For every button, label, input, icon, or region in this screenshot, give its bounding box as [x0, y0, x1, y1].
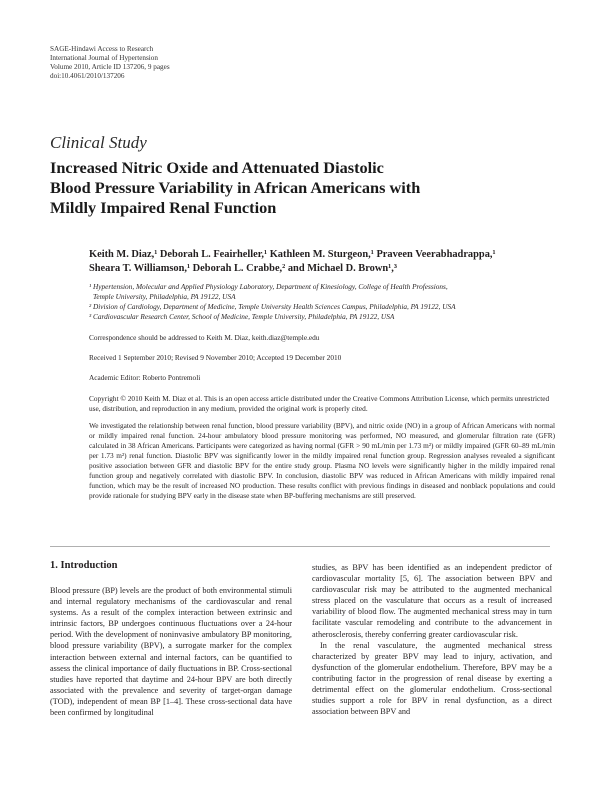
publication-info: [50, 45, 170, 81]
correspondence: Correspondence should be addressed to Keith M. Diaz, keith.diaz@temple.edu: [89, 333, 320, 342]
author-list: [89, 248, 559, 276]
publisher-line: SAGE-Hindawi Access to Research: [50, 45, 154, 53]
body-column-right: [312, 562, 552, 717]
affiliation: ² Division of Cardiology, Department of Medicine, Temple University Health Sciences Campus, Philadelphia, PA 19122, USA: [89, 302, 456, 311]
abstract: We investigated the relationship between renal function, blood pressure variability (BPV), and nitric oxide (NO) in a group of African Americans with normal or mildly impaired renal function. 24-hour ambulatory blood pressure monitoring was performed, NO measured, and glomerular filtration rate (GFR) calculated in 38 African Americans. Participants were categorized as having normal (GFR > 90 mL/min per 1.73 m²) or mildly impaired (GFR 60–89 mL/min per 1.73 m²) renal function. Diastolic BPV was significantly lower in the mildly impaired renal function group. Regression analyses revealed a significant positive association between GFR and diastolic BPV for the entire study group. Plasma NO levels were significantly higher in the mildly impaired renal function group and negatively correlated with diastolic BPV. In conclusion, diastolic BPV was reduced in African Americans with mildly impaired renal function, which may be the result of increased NO production. These results conflict with previous findings in diseased and nonblack populations and could provide rationale for studying BPV early in the disease state when BP-buffering mechanisms are still preserved.: [89, 421, 555, 500]
doi-line: doi:10.4061/2010/137206: [50, 72, 125, 80]
volume-line: Volume 2010, Article ID 137206, 9 pages: [50, 63, 170, 71]
affiliation: ¹ Hypertension, Molecular and Applied Physiology Laboratory, Department of Kinesiology, College of Health Professions,: [89, 282, 448, 291]
body-column-left: [50, 585, 292, 718]
author-line: Keith M. Diaz,¹ Deborah L. Feairheller,¹ Kathleen M. Sturgeon,¹ Praveen Veerabhadrappa,¹: [89, 249, 496, 260]
affiliation: ³ Cardiovascular Research Center, School of Medicine, Temple University, Philadelphia, PA 19122, USA: [89, 312, 395, 321]
author-line: Sheara T. Williamson,¹ Deborah L. Crabbe,² and Michael D. Brown¹,³: [89, 263, 397, 274]
copyright-notice: Copyright © 2010 Keith M. Diaz et al. This is an open access article distributed under the Creative Commons Attribution License, which permits unrestricted use, distribution, and reproduction in any medium, provided the original work is properly cited.: [89, 394, 550, 413]
title-line: Blood Pressure Variability in African Americans with: [50, 178, 421, 197]
article-type: Clinical Study: [50, 133, 147, 152]
paragraph: In the renal vasculature, the augmented mechanical stress characterized by greater BPV may lead to injury, activation, and dysfunction of the glomerular endothelium. Therefore, BPV may be a contributing factor in the progression of renal disease by exerting a detrimental effect on the glomerular endothelium. Cross-sectional studies support a role for BPV in renal dysfunction, as a direct association between BPV and: [312, 640, 552, 717]
title-line: Mildly Impaired Renal Function: [50, 198, 277, 217]
affiliation-continuation: Temple University, Philadelphia, PA 19122, USA: [93, 292, 236, 301]
academic-editor: Academic Editor: Roberto Pontremoli: [89, 373, 201, 382]
title-line: Increased Nitric Oxide and Attenuated Diastolic: [50, 158, 384, 177]
section-divider: [50, 546, 550, 547]
article-dates: Received 1 September 2010; Revised 9 November 2010; Accepted 19 December 2010: [89, 353, 342, 362]
section-heading: 1. Introduction: [50, 560, 118, 571]
paragraph: Blood pressure (BP) levels are the product of both environmental stimuli and internal regulatory mechanisms of the cardiovascular and renal systems. As a result of the complex interaction between extrinsic and intrinsic factors, BP undergoes continuous fluctuations over a 24-hour period. With the development of noninvasive ambulatory BP monitoring, blood pressure variability (BPV), a surrogate marker for the complex interaction between external and internal factors, can be quantified to assess the clinical importance of daily fluctuations in BP. Cross-sectional studies have reported that daytime and 24-hour BPV are both directly associated with the prevalence and severity of target-organ damage (TOD), independent of mean BP [1–4]. These cross-sectional data have been confirmed by longitudinal: [50, 586, 292, 718]
affiliations: [89, 282, 555, 322]
article-title: [50, 158, 550, 218]
paragraph: studies, as BPV has been identified as an independent predictor of cardiovascular mortality [5, 6]. The association between BPV and cardiovascular risk may be attributed to the augmented mechanical stress placed on the vasculature that occurs as a result of increased variability of blood flow. The augmented mechanical stress may in turn facilitate vascular remodeling and contribute to the advancement in atherosclerosis, thereby conferring greater cardiovascular risk.: [312, 563, 552, 639]
journal-name: International Journal of Hypertension: [50, 54, 158, 62]
